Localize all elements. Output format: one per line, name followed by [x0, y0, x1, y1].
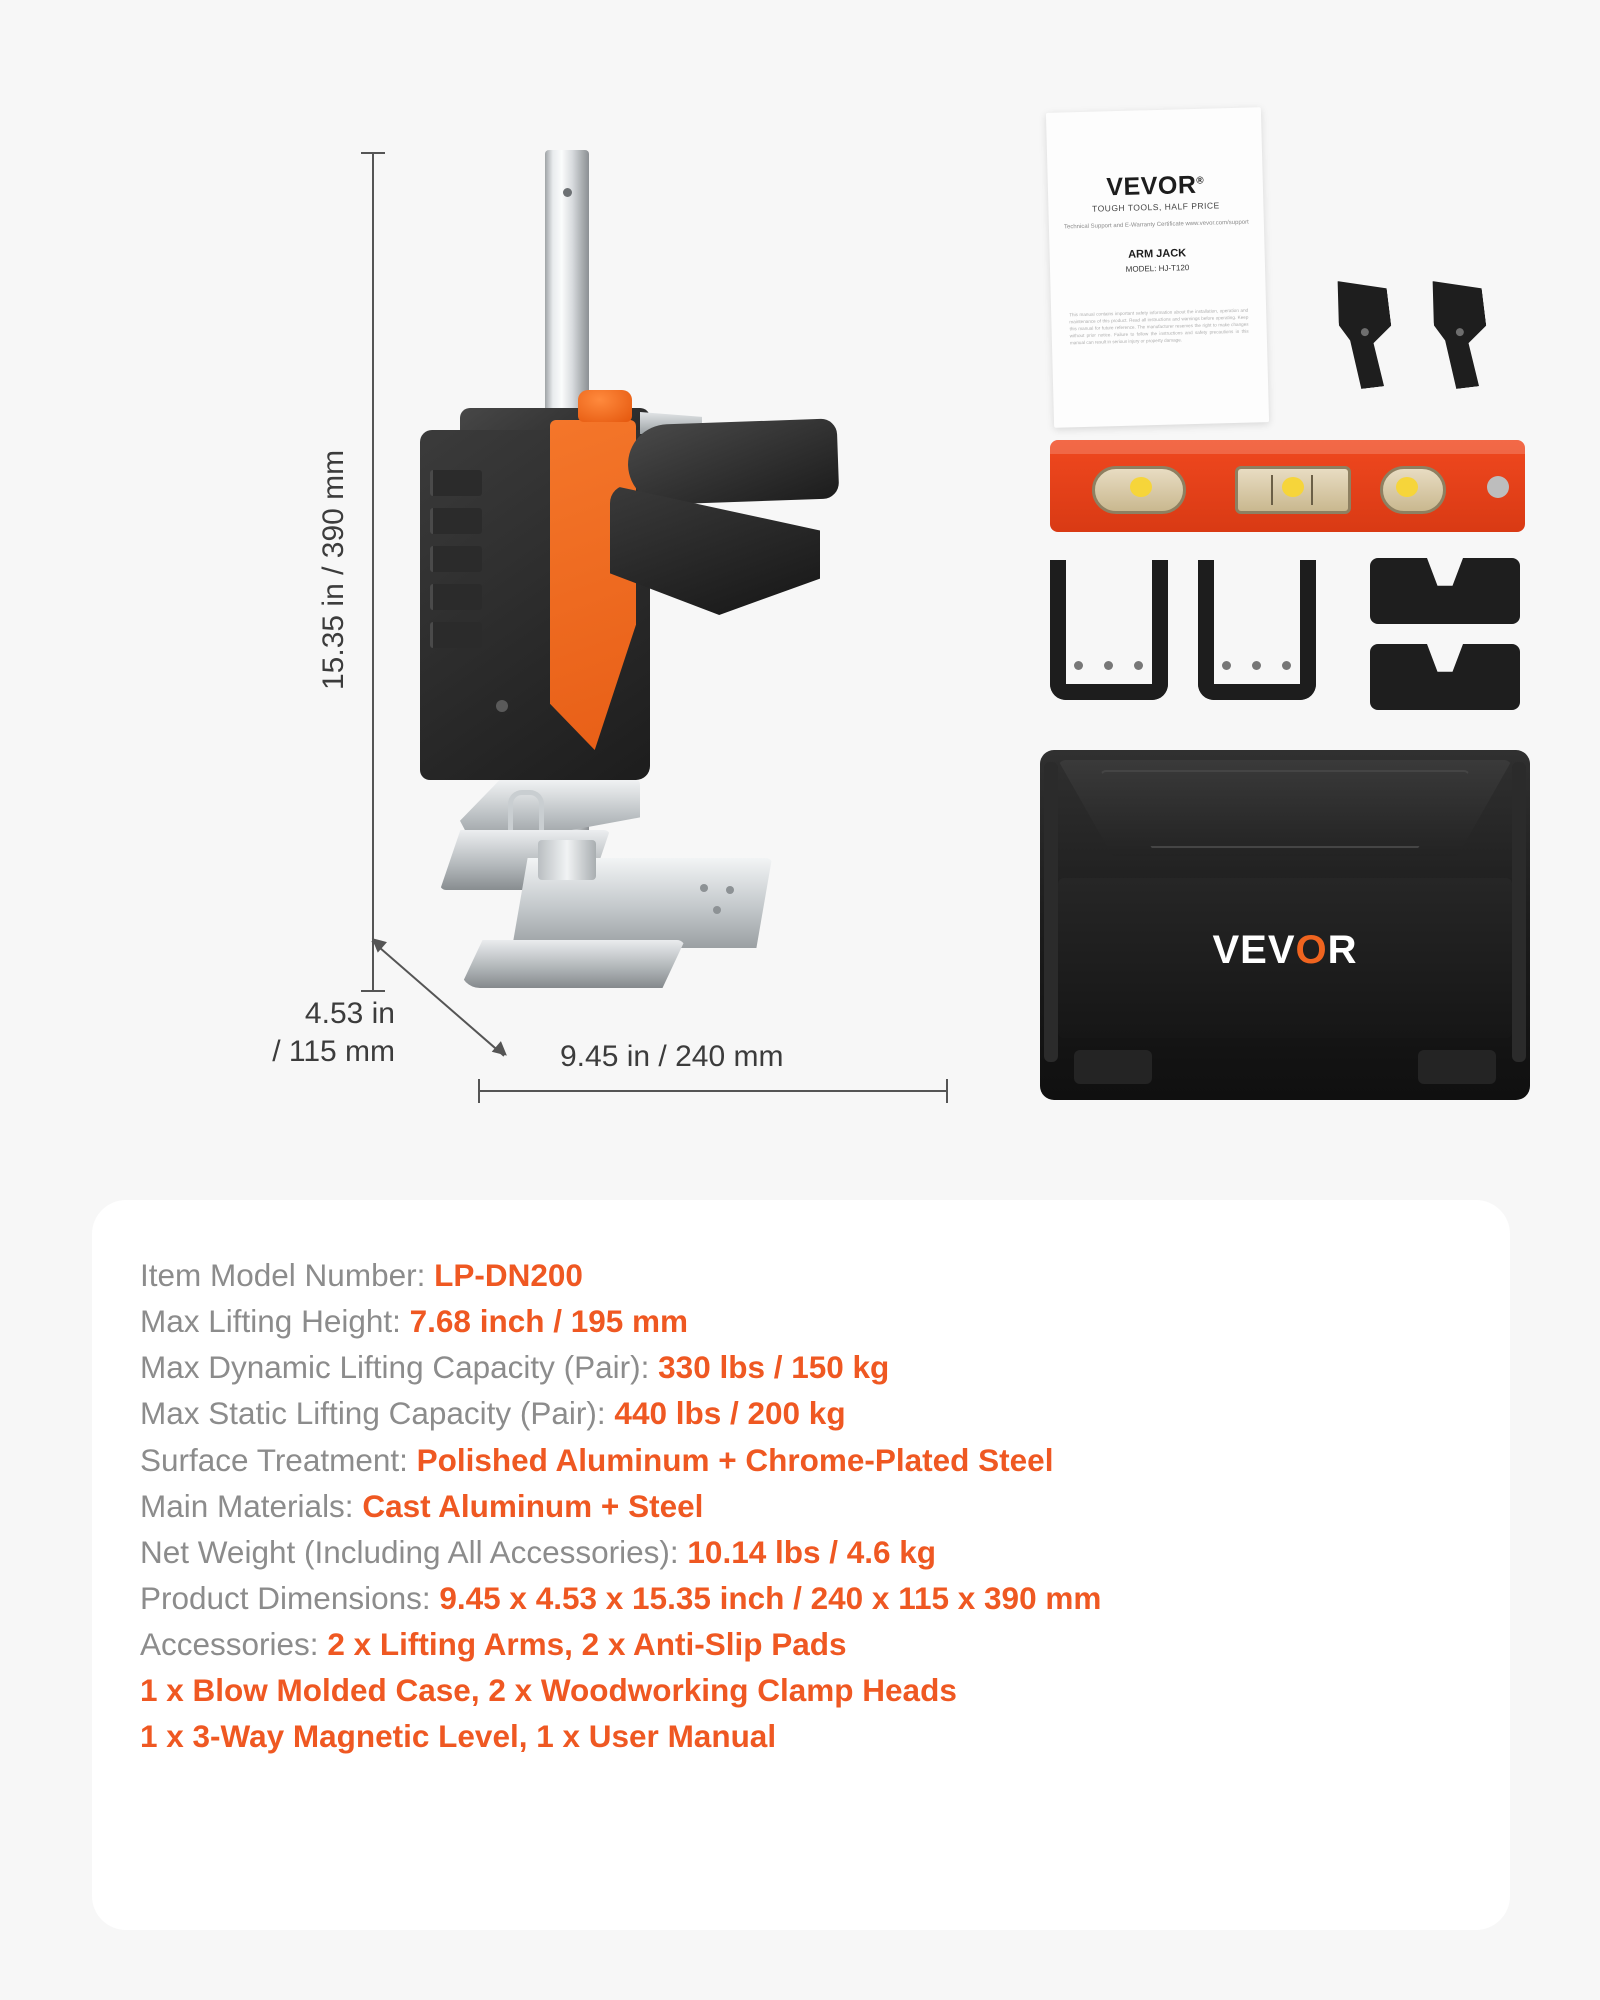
width-dimension-line — [478, 1090, 948, 1092]
case-logo-accent: O — [1295, 928, 1328, 972]
lifting-arm-2 — [1198, 560, 1316, 700]
spec-label-net-weight: Net Weight (Including All Accessories): — [140, 1533, 688, 1570]
spec-label-product-dimensions: Product Dimensions: — [140, 1579, 440, 1616]
user-manual — [1046, 107, 1269, 428]
anti-slip-pads — [1370, 558, 1525, 718]
spec-label-accessories: Accessories: — [140, 1626, 328, 1663]
clamp-head-2 — [1428, 275, 1493, 391]
level-vial-mark-left — [1271, 475, 1273, 505]
spec-label-static-capacity: Max Static Lifting Capacity (Pair): — [140, 1395, 615, 1432]
spec-label-dynamic-capacity: Max Dynamic Lifting Capacity (Pair): — [140, 1349, 659, 1386]
manual-registered-mark: ® — [1196, 175, 1205, 187]
case-brand-logo — [1040, 928, 1530, 973]
clamp-head-1 — [1333, 275, 1398, 391]
base-plate-holes — [700, 884, 760, 900]
case-lid-inner — [1100, 770, 1470, 848]
depth-dimension-label — [255, 995, 395, 1070]
case-logo-suffix: R — [1327, 928, 1358, 972]
width-dimension-label: 9.45 in / 240 mm — [560, 1040, 784, 1073]
body-screw-icon — [496, 700, 508, 712]
level-bubble-1 — [1130, 477, 1152, 497]
depth-dimension-label-line2: / 115 mm — [272, 1034, 395, 1068]
spec-value-surface-treatment: Polished Aluminum + Chrome-Plated Steel — [416, 1441, 1054, 1478]
specification-card — [92, 1200, 1510, 1930]
manual-title: ARM JACK — [1127, 247, 1187, 261]
case-hinge-right — [1512, 762, 1526, 1062]
level-vial-2 — [1235, 466, 1351, 514]
spec-row-model — [140, 1252, 1462, 1298]
manual-model: MODEL: HJ-T120 — [1125, 263, 1190, 274]
magnetic-level — [1050, 440, 1525, 532]
lifting-arm-1 — [1050, 560, 1168, 700]
spec-row-accessories-cont-1: 1 x Blow Molded Case, 2 x Woodworking Clamp Heads — [140, 1672, 957, 1709]
spec-value-accessories: 2 x Lifting Arms, 2 x Anti-Slip Pads — [327, 1626, 847, 1663]
depth-dimension-label-line1: 4.53 in — [304, 997, 395, 1030]
spec-row-dynamic-capacity — [140, 1344, 1462, 1390]
rail-collar — [538, 840, 596, 880]
manual-brand-text: VEVOR — [1106, 170, 1197, 202]
height-dimension-label: 15.35 in / 390 mm — [317, 449, 350, 691]
release-button — [578, 390, 632, 422]
case-hinge-left — [1044, 762, 1058, 1062]
jack-handle-upper — [627, 418, 840, 505]
spec-row-max-lifting-height — [140, 1298, 1462, 1344]
case-latch-right — [1418, 1050, 1496, 1084]
spec-label-main-materials: Main Materials: — [140, 1487, 363, 1524]
spec-row-accessories — [140, 1621, 1462, 1667]
blow-molded-case — [1040, 750, 1530, 1100]
level-vial-mark-right — [1311, 475, 1313, 505]
spec-value-max-lifting-height: 7.68 inch / 195 mm — [409, 1303, 689, 1340]
level-bubble-3 — [1396, 477, 1418, 497]
spec-row-surface-treatment — [140, 1437, 1462, 1483]
manual-body-text: This manual contains important safety information about the installation, operation and maintenance of this product. Read all instructions and warnings before operating. Keep this manual for future reference. The manufacturer reserves the right to make changes without prior notice. Failure to follow the instructions and safety precautions in this manual can result in serious injury or property damage. — [1069, 307, 1249, 345]
rail-hole-icon — [563, 188, 572, 197]
manual-support-line: Technical Support and E-Warranty Certificate www.vevor.com/support — [1063, 219, 1249, 231]
spec-value-product-dimensions: 9.45 x 4.53 x 15.35 inch / 240 x 115 x 390 mm — [439, 1579, 1102, 1616]
lifting-arms — [1050, 560, 1340, 700]
arm-jack-illustration — [400, 140, 960, 1070]
manual-brand — [1048, 169, 1264, 204]
anti-slip-pad-1 — [1370, 558, 1520, 624]
level-magnet-icon — [1487, 476, 1509, 498]
height-dimension-line — [372, 152, 374, 992]
spec-value-net-weight: 10.14 lbs / 4.6 kg — [687, 1533, 937, 1570]
spec-value-main-materials: Cast Aluminum + Steel — [362, 1487, 704, 1524]
level-vial-1 — [1092, 466, 1186, 514]
spec-value-model: LP-DN200 — [434, 1257, 583, 1293]
case-logo-prefix: VEV — [1212, 928, 1296, 972]
spec-value-dynamic-capacity: 330 lbs / 150 kg — [658, 1349, 890, 1386]
accessories-group — [1030, 110, 1550, 1120]
spec-row-static-capacity — [140, 1390, 1462, 1436]
woodworking-clamp-heads — [1330, 278, 1520, 398]
spec-value-static-capacity: 440 lbs / 200 kg — [614, 1395, 846, 1432]
spec-label-model: Item Model Number: — [140, 1257, 435, 1293]
level-vial-3 — [1380, 466, 1446, 514]
anti-slip-pad-2 — [1370, 644, 1520, 710]
spec-row-net-weight — [140, 1529, 1462, 1575]
case-latch-left — [1074, 1050, 1152, 1084]
spec-row-product-dimensions — [140, 1575, 1462, 1621]
manual-tagline: TOUGH TOOLS, HALF PRICE — [1091, 200, 1220, 214]
spec-row-accessories-cont-2: 1 x 3-Way Magnetic Level, 1 x User Manual — [140, 1718, 777, 1755]
jack-body-ribs — [430, 470, 482, 720]
lifting-plate-bottom — [460, 940, 685, 988]
spec-label-surface-treatment: Surface Treatment: — [140, 1441, 417, 1478]
level-bubble-2 — [1282, 477, 1304, 497]
spec-row-main-materials — [140, 1483, 1462, 1529]
spec-label-max-lifting-height: Max Lifting Height: — [140, 1303, 410, 1340]
